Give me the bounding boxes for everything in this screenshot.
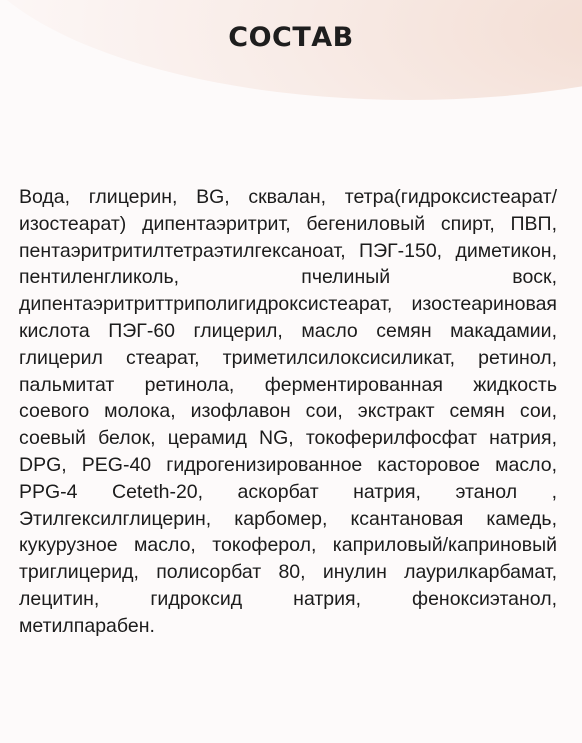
page-title: СОСТАВ — [228, 22, 354, 53]
composition-text: Вода, глицерин, BG, сквалан, тетра(гидроксистеарат/изостеарат) дипентаэритрит, бегениловый спирт, ПВП, пентаэритритилтетраэтилгексаноат, ПЭГ-150, диметикон, пентиленгликоль, пчелиный воск, дипентаэритриттриполигидроксистеарат, изостеариновая кислота ПЭГ-60 глицерил, масло семян макадамии, глицерил стеарат, триметилсилоксисиликат, ретинол, пальмитат ретинола, ферментированная жидкость соевого молока, изофлавон сои, экстракт семян сои, соевый белок, церамид NG, токоферилфосфат натрия, DPG, PEG-40 гидрогенизированное касторовое масло, PPG-4 Ceteth-20, аскорбат натрия, этанол , Этилгексилглицерин, карбомер, ксантановая камедь, кукурузное масло, токоферол, каприловый/каприновый триглицерид, полисорбат 80, инулин лаурилкарбамат, лецитин, гидроксид натрия, феноксиэтанол, метилпарабен. — [19, 186, 557, 637]
